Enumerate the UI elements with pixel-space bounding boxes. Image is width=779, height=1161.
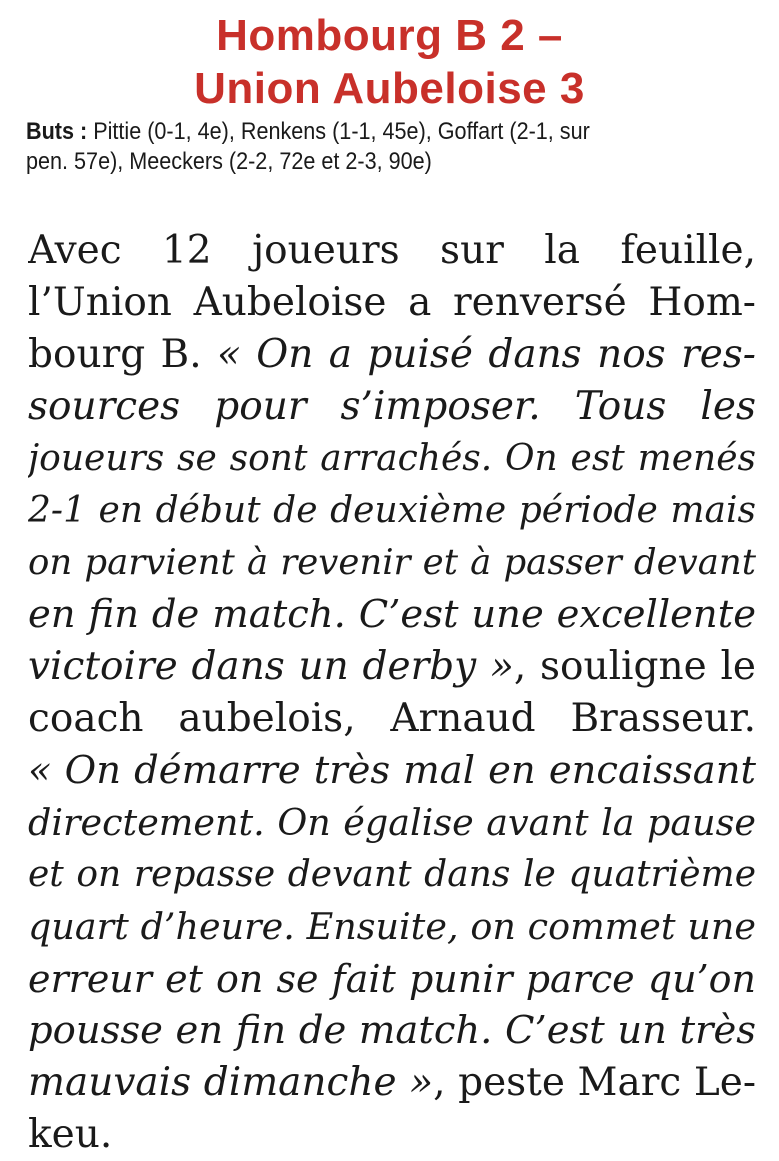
body-line: Avec 12 joueurs sur la feuille, (28, 228, 756, 273)
body-line: quart d’heure. Ensuite, on commet une (28, 905, 756, 948)
body-text-run: , peste Marc Le- (433, 1060, 756, 1105)
body-text-run: bourg B. (28, 332, 217, 377)
body-line (28, 641, 756, 693)
quote-text-run: « On a puisé dans nos res- (216, 332, 756, 377)
body-line: erreur et on se fait punir parce qu’on (28, 957, 756, 1001)
body-line: on parvient à revenir et à passer devant (28, 542, 756, 583)
quote-text-run: mauvais dimanche » (28, 1060, 434, 1105)
article-body (28, 225, 756, 1161)
body-line (28, 329, 756, 381)
body-line: pousse en fin de match. C’est un très (28, 1008, 756, 1053)
body-line: keu. (28, 1112, 113, 1157)
body-line (28, 1057, 756, 1109)
body-line: joueurs se sont arrachés. On est menés (28, 438, 756, 479)
scorers-label: Buts : (26, 118, 88, 145)
headline-line-2: Union Aubeloise 3 (194, 64, 585, 113)
body-line: 2-1 en début de deuxième période mais (28, 490, 756, 531)
scorers-line-2: pen. 57e), Meeckers (2-2, 72e et 2-3, 90e) (26, 148, 432, 175)
headline-line-1: Hombourg B 2 – (216, 11, 563, 60)
body-text-run: , souligne le (513, 644, 756, 689)
body-line: directement. On égalise avant la pause (28, 801, 756, 844)
body-line: l’Union Aubeloise a renversé Hom- (28, 280, 756, 325)
scorers-line-1: Pittie (0-1, 4e), Renkens (1-1, 45e), Goffart (2-1, sur (93, 118, 590, 145)
quote-text-run: victoire dans un derby » (28, 644, 514, 689)
body-line: sources pour s’imposer. Tous les (28, 384, 756, 429)
body-line: en fin de match. C’est une excellente (28, 592, 756, 637)
body-line: coach aubelois, Arnaud Brasseur. (28, 696, 756, 741)
scorers-block (26, 117, 674, 177)
body-line: « On démarre très mal en encaissant (28, 748, 756, 793)
body-line: et on repasse devant dans le quatrième (28, 854, 756, 895)
